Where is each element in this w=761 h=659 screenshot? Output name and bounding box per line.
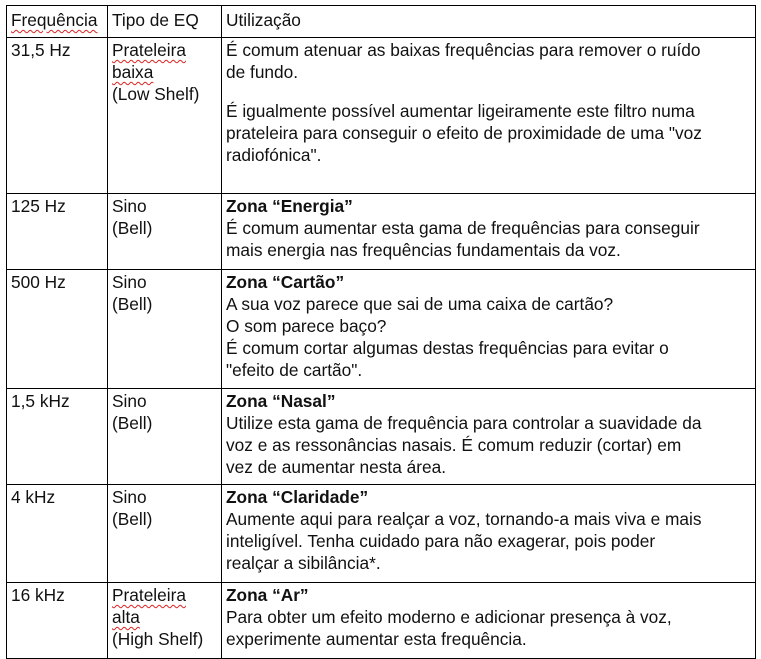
eq-type-cell: Sino (Bell) (108, 389, 222, 485)
header-usage: Utilização (222, 6, 756, 38)
usage-cell: É comum atenuar as baixas frequências para remover o ruído de fundo. É igualmente possível aumentar ligeiramente este filtro numa prateleira para conseguir o efeito de proximidade de uma "voz radiofónica". (222, 38, 756, 194)
usage-cell: Zona “Energia” É comum aumentar esta gama de frequências para conseguir mais energia nas frequências fundamentais da voz. (222, 194, 756, 270)
zone-title: Zona “Ar” (226, 585, 309, 605)
table-row (7, 270, 756, 389)
table-header-row (7, 6, 756, 38)
usage-cell: Zona “Nasal” Utilize esta gama de frequência para controlar a suavidade da voz e as ressonâncias nasais. É comum reduzir (cortar) em vez de aumentar nesta área. (222, 389, 756, 485)
table-row (7, 194, 756, 270)
usage-cell: Zona “Ar” Para obter um efeito moderno e adicionar presença à voz, experimente aumentar esta frequência. (222, 583, 756, 659)
eq-type-cell: Prateleira baixa (Low Shelf) (108, 38, 222, 194)
usage-cell: Zona “Cartão” A sua voz parece que sai de uma caixa de cartão? O som parece baço? É comum cortar algumas destas frequências para evitar o "efeito de cartão". (222, 270, 756, 389)
eq-type-cell: Sino (Bell) (108, 270, 222, 389)
eq-frequency-table (6, 5, 756, 659)
zone-title: Zona “Nasal” (226, 391, 336, 411)
zone-title: Zona “Claridade” (226, 487, 369, 507)
usage-cell: Zona “Claridade” Aumente aqui para realçar a voz, tornando-a mais viva e mais inteligível. Tenha cuidado para não exagerar, pois poder realçar a sibilância*. (222, 485, 756, 583)
table-row (7, 583, 756, 659)
frequency-cell: 16 kHz (7, 583, 108, 659)
header-frequency: Frequência (7, 6, 108, 38)
zone-title: Zona “Energia” (226, 196, 353, 216)
frequency-cell: 31,5 Hz (7, 38, 108, 194)
table-row (7, 389, 756, 485)
table-row (7, 485, 756, 583)
table-row (7, 38, 756, 194)
header-eq-type: Tipo de EQ (108, 6, 222, 38)
frequency-cell: 4 kHz (7, 485, 108, 583)
eq-type-cell: Sino (Bell) (108, 194, 222, 270)
eq-type-cell: Prateleira alta (High Shelf) (108, 583, 222, 659)
frequency-cell: 1,5 kHz (7, 389, 108, 485)
zone-title: Zona “Cartão” (226, 272, 345, 292)
frequency-cell: 125 Hz (7, 194, 108, 270)
eq-type-cell: Sino (Bell) (108, 485, 222, 583)
frequency-cell: 500 Hz (7, 270, 108, 389)
